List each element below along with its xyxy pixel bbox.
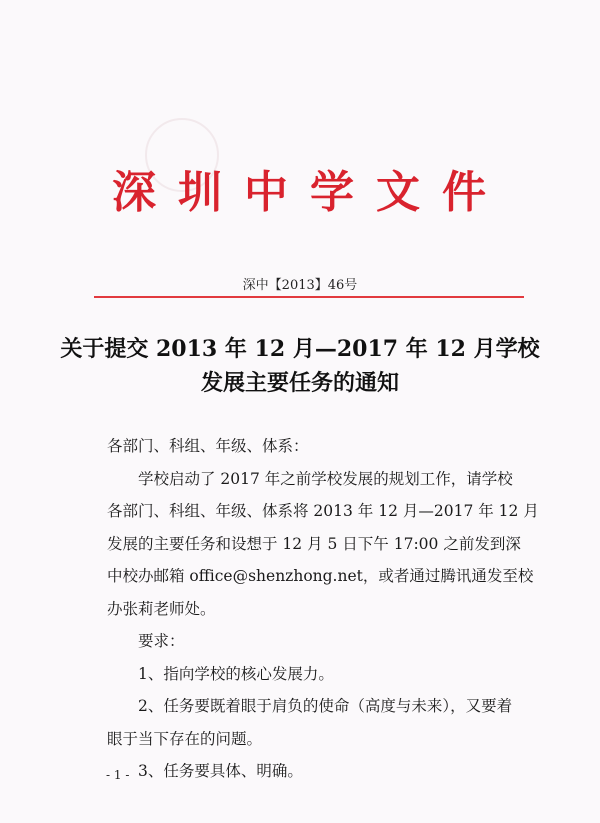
- paragraph-line: 各部门、科组、年级、体系将 2013 年 12 月—2017 年 12 月: [107, 502, 539, 520]
- notice-title-line-1: 关于提交 2013 年 12 月—2017 年 12 月学校: [60, 336, 540, 362]
- requirement-item: 3、任务要具体、明确。: [138, 762, 303, 780]
- paragraph-line: 中校办邮箱 office@shenzhong.net，或者通过腾讯通发至校: [107, 567, 534, 585]
- requirement-item: 2、任务要既着眼于肩负的使命（高度与未来），又要着: [138, 697, 513, 715]
- paragraph-line: 办张莉老师处。: [107, 599, 216, 618]
- salutation: 各部门、科组、年级、体系：: [107, 437, 309, 455]
- requirements-label: 要求：: [138, 632, 185, 650]
- document-number: 深中【2013】46号: [242, 278, 358, 293]
- paragraph-line: 发展的主要任务和设想于 12 月 5 日下午 17:00 之前发到深: [107, 534, 521, 553]
- notice-body: [107, 430, 539, 788]
- red-divider-line: [94, 296, 524, 298]
- page-number: - 1 -: [106, 768, 130, 782]
- paragraph-line: 学校启动了 2017 年之前学校发展的规划工作，请学校: [138, 469, 513, 488]
- requirement-item-continuation: 眼于当下存在的问题。: [107, 729, 263, 748]
- requirement-item: 1、指向学校的核心发展力。: [138, 664, 334, 683]
- notice-title: [60, 332, 540, 400]
- notice-title-line-2: 发展主要任务的通知: [200, 370, 399, 396]
- document-header-title: 深圳中学文件: [112, 167, 508, 218]
